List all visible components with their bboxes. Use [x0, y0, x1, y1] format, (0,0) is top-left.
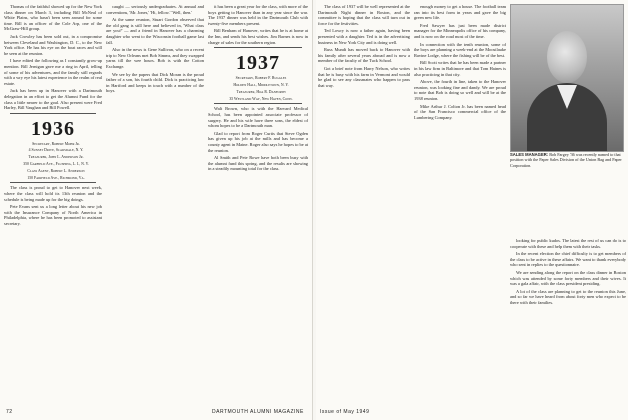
class-year-heading: 1937: [236, 52, 280, 75]
caption-title: SALES MANAGER:: [510, 152, 549, 157]
paragraph: The class of 1937 will be well represented at the Dartmouth Night dinner in Boston, and the committee is hoping that the class will turn out in force for the festivities.: [318, 4, 410, 26]
paragraph: enough money to get a house. The football team ran into its best form in years and gave the big green new life.: [414, 4, 506, 21]
paragraph: Also in the news is Gene Sullivan, who on a recent trip to New Orleans met Bob Simms, and they swapped yarns till the wee hours. Bob is with the Cotton Exchange.: [106, 47, 204, 69]
column-2: [106, 4, 204, 406]
divider: [10, 182, 96, 183]
officer-line: 4 Sunset Drive, Scarsdale, N. Y.: [28, 148, 84, 153]
paragraph: looking for public kudos. The latest the rest of us can do is to cooperate with these and help them with their tasks.: [510, 238, 626, 249]
paragraph: Russ Mundt has moved back to Hanover with his family after several years abroad and is now a member of the faculty of the Tuck School.: [318, 47, 410, 64]
caption-text: Bob Fargey '36 was recently named to that position with the Paper Sales Division of the Union Bag and Paper Corporation.: [510, 152, 622, 168]
column-4: [318, 4, 410, 406]
paragraph: The class is proud to get to Hanover next week, where the class will hold its 13th reunion and the schedule is being made up for the big doings.: [4, 185, 102, 202]
paragraph: Mike Arthur J. Colton Jr. has been named head of the San Francisco commercial office of the Lumbering Company.: [414, 103, 506, 120]
officer-line: 35 Westland Way, New Haven, Conn.: [229, 96, 293, 101]
officer-line: Treasurer, John L. Anderson Jr.: [28, 155, 84, 160]
magazine-footer: DARTMOUTH ALUMNI MAGAZINE: [212, 409, 304, 415]
paragraph: At the same reunion, Stuart Gordon observed that the old gang is still here and believed in, 'What class are you?' — and a friend in Hanover has a charming daughter who went to the Wisconsin football game last fall.: [106, 17, 204, 45]
photo-caption: [510, 152, 622, 168]
portrait-photo: [510, 4, 624, 152]
page-number-left: 72: [6, 409, 13, 415]
issue-footer: Issue of May 1949: [320, 409, 370, 415]
paragraph: In the recent election the chief difficulty is to get members of the class to be active in these affairs. We want to thank everybody who sent in replies to the questionnaire.: [510, 251, 626, 268]
paragraph: Got a brief note from Harry Nelson, who writes that he is busy with his farm in Vermont and would be glad to see any classmates who happen to pass that way.: [318, 65, 410, 88]
paragraph: Jack Crowley has been sold out, in a compromise between Cleveland and Washington, D. C., to the New York office. He has his eye on the boat races and will be seen at the reunion.: [4, 33, 102, 56]
paragraph: In connection with the tenth reunion, some of the boys are planning a week-end at the Moosilauke Ravine Lodge, where the fishing will be of the best.: [414, 41, 506, 58]
divider: [214, 47, 302, 48]
column-1: [4, 4, 102, 406]
officer-line: Holden Hall, Middletown, N. Y.: [233, 82, 289, 87]
officer-line: Secretary, Robert Mohr Jr.: [32, 141, 80, 146]
paragraph: Bill Scott writes that he has been made a partner in his law firm in Baltimore and that Tom Haines is also practicing in that city.: [414, 60, 506, 77]
officer-line: Treasurer, Hoa R. Danforth: [236, 89, 286, 94]
paragraph: We are sending along the report on the class dinner in Boston which was attended by some forty members and their wives. It was a gala affair, with the class president presiding.: [510, 269, 626, 287]
paragraph: Jack has been up in Hanover with a Dartmouth delegation in an effort to get the Alumni Fund for the class a little nearer to the goal. Also present were Fred Harley, Bill Vaughan and Bill Powell.: [4, 88, 102, 111]
paragraph: Bill Benham of Hanover, writes that he is at home at the Inn, and sends his best wishes. Jim Barnes is now in charge of sales for the southern region.: [208, 28, 308, 45]
column-5: [414, 4, 506, 406]
officer-line: 350 Garfield Ave., Flushing, L. I., N. Y.: [23, 162, 89, 167]
divider: [214, 103, 302, 104]
paragraph: Fred Sawyer has just been made district manager for the Minneapolis office of his company, and is now on the road most of the time.: [414, 22, 506, 39]
paragraph: A lot of the class are planning to get to the reunion this June, and so far we have heard from about forty men who expect to be there with their families.: [510, 288, 626, 305]
paragraph: Thomas of the faithful showed up for the New York class dinner on March 3, including Bill McNeal of White Plains, who hasn't been seen around for some time. Bill is an officer of the Cole Arp, one of the McGraw-Hill group.: [4, 4, 102, 32]
left-page: [0, 0, 313, 420]
paragraph: Al Smith and Pete Rowe have both been busy with the alumni fund this spring, and the results are showing in a steadily mounting total for the class.: [208, 155, 308, 172]
class-year-heading: 1936: [31, 117, 75, 140]
column-3: [208, 4, 308, 406]
divider: [10, 113, 96, 114]
officer-line: 150 Fairfield Ave., Richmond, Va.: [27, 175, 85, 180]
paragraph: caught — seriously undergraduates. At annual and conventions, 'Mr. Jones,' 'Hi, fellow.' 'Well, then.': [106, 4, 204, 15]
paragraph: I have edited the following as I constantly grow-up mention. Bill Jernigan gave me a ring in April, telling of some of his adventures, and the family still regards with a wry eye his latest experience in the realm of real estate.: [4, 58, 102, 86]
paragraph: Above, the fourth in line, taken to the Hanover reunion, was looking fine and dandy. We are proud to note that Bob is doing so well and will be at the 1938 reunion.: [414, 79, 506, 101]
officer-line: Class Agent, Robert L. Anderson: [27, 168, 85, 173]
portrait-face: [547, 31, 587, 83]
officer-line: Secretary, Robert F. Ruggles: [235, 76, 287, 81]
paragraph: Pete Evans sent us a long letter about his new job with the Insurance Company of North America in Philadelphia, where he has been promoted to assistant secretary.: [4, 204, 102, 227]
paragraph: We see by the papers that Dick Moran is the proud father of a son, his fourth child. Dick is practicing law in Hartford and keeps in touch with a number of the boys.: [106, 71, 204, 94]
paragraph: it has been a great year for the class, with more of the boys getting to Hanover than in any year since the war. The 1937 dinner was held in the Dartmouth Club with twenty-five members present.: [208, 4, 308, 26]
column-7: [510, 238, 626, 404]
paragraph: Ted Lowry is now a father again, having been presented with a daughter. Ted is in the advertising business in New York City and is doing well.: [318, 28, 410, 45]
paragraph: Glad to report from Roger Curtis that Steve Ogden has given up his job at the mills and has become a county agent in Maine. Roger also says he hopes to be at the reunion.: [208, 130, 308, 153]
paragraph: Walt Brown, who is with the Harvard Medical School, has been appointed associate professor of surgery. He and his wife have three sons, the eldest of whom hopes to be a Dartmouth man.: [208, 106, 308, 129]
